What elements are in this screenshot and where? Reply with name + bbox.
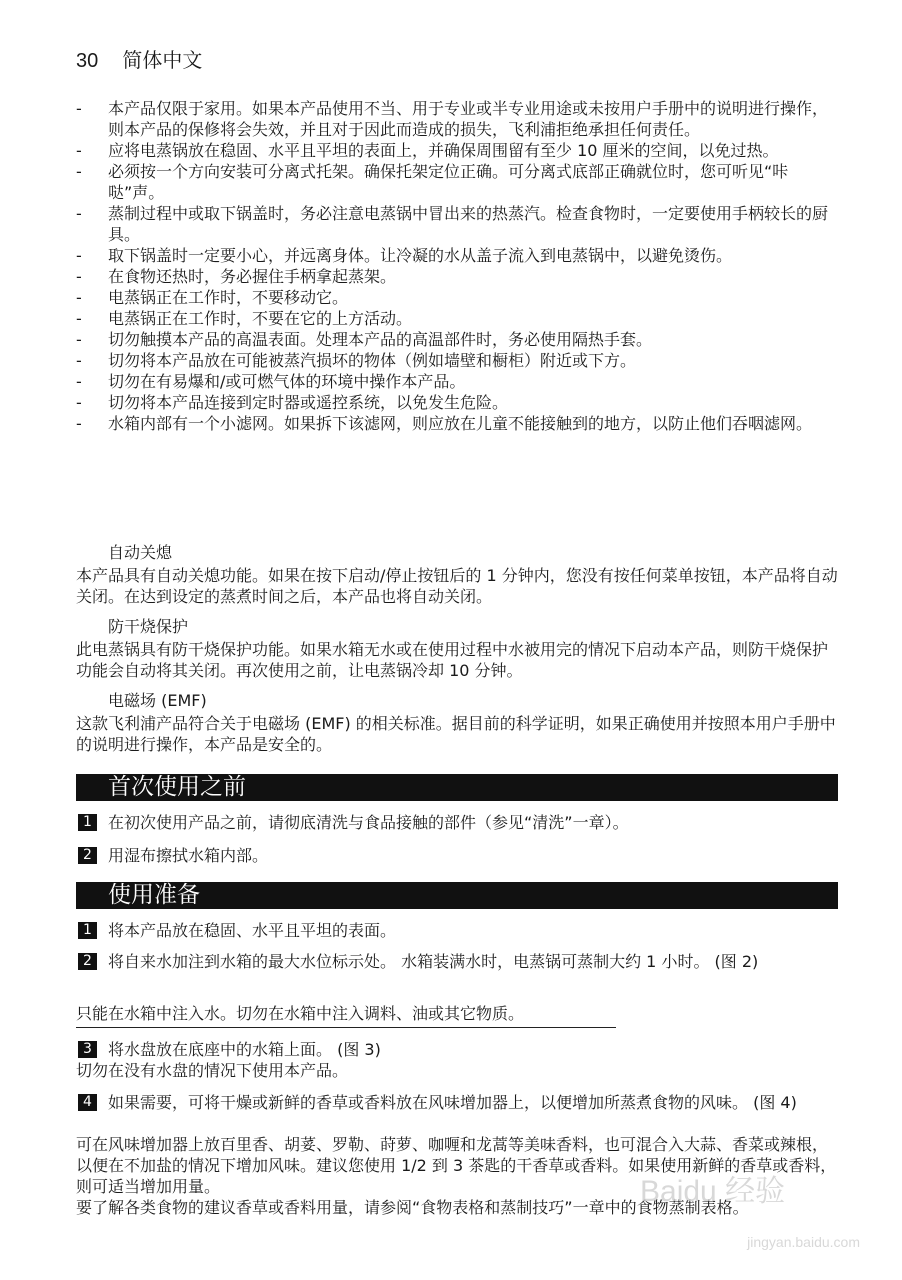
step-number-badge: 1 (78, 814, 97, 831)
list-item: - 应将电蒸锅放在稳固、水平且平坦的表面上，并确保周围留有至少 10 厘米的空间，以免过热。 (76, 141, 779, 160)
list-item: - 切勿将本产品连接到定时器或遥控系统，以免发生危险。 (76, 393, 509, 412)
language-label: 简体中文 (122, 48, 203, 72)
safety-bullet-list (76, 98, 841, 434)
step-item (76, 1039, 826, 1060)
section-title-preparation: 使用准备 (76, 882, 838, 909)
dry-boil-heading: 防干烧保护 (108, 617, 189, 636)
emf-text: 这款飞利浦产品符合关于电磁场 (EMF) 的相关标准。据目前的科学证明，如果正确使用并按照本用户手册中的说明进行操作，本产品是安全的。 (76, 714, 836, 754)
baidu-watermark (640, 1166, 870, 1250)
watermark-brand: Baidu 经验 (640, 1175, 786, 1208)
step-note: 切勿在没有水盘的情况下使用本产品。 (76, 1061, 349, 1080)
list-item: - 电蒸锅正在工作时，不要移动它。 (76, 288, 349, 307)
dry-boil-section (76, 616, 841, 681)
step-item (76, 920, 826, 941)
step-text: 在初次使用产品之前，请彻底清洗与食品接触的部件（参见“清洗”一章）。 (108, 813, 629, 832)
step-item (76, 1092, 826, 1113)
list-item: - 电蒸锅正在工作时，不要在它的上方活动。 (76, 309, 413, 328)
list-item: - 取下锅盖时一定要小心，并远离身体。让冷凝的水从盖子流入到电蒸锅中，以避免烫伤。 (76, 246, 733, 265)
step-number-badge: 2 (78, 847, 97, 864)
step-number-badge: 4 (78, 1094, 97, 1111)
list-item: - 本产品仅限于家用。如果本产品使用不当、用于专业或半专业用途或未按用户手册中的说明进行操作，则本产品的保修将会失效，并且对于因此而造成的损失，飞利浦拒绝承担任何责任。 (76, 99, 829, 139)
step-item (76, 951, 826, 972)
list-item: - 切勿触摸本产品的高温表面。处理本产品的高温部件时，务必使用隔热手套。 (76, 330, 653, 349)
step-detail-paragraph: 要了解各类食物的建议香草或香料用量，请参阅“食物表格和蒸制技巧”一章中的食物蒸制表格。 (76, 1198, 749, 1217)
auto-off-heading: 自动关熄 (108, 543, 173, 562)
step-number-badge: 3 (78, 1041, 97, 1058)
list-item: - 蒸制过程中或取下锅盖时，务必注意电蒸锅中冒出来的热蒸汽。检查食物时，一定要使用手柄较长的厨具。 (76, 204, 829, 244)
section-title-before-first-use: 首次使用之前 (76, 774, 838, 801)
page-number: 30 (76, 50, 99, 72)
list-item: - 水箱内部有一个小滤网。如果拆下该滤网，则应放在儿童不能接触到的地方，以防止他们吞咽滤网。 (76, 414, 813, 433)
step-item (76, 845, 826, 866)
list-item: - 切勿将本产品放在可能被蒸汽损坏的物体（例如墙壁和橱柜）附近或下方。 (76, 351, 637, 370)
list-item: - 必须按一个方向安装可分离式托架。确保托架定位正确。可分离式底部正确就位时，您可听见“咔哒”声。 (76, 162, 789, 202)
auto-off-section (76, 542, 841, 607)
step-number-badge: 2 (78, 953, 97, 970)
emf-heading: 电磁场 (EMF) (108, 691, 207, 710)
auto-off-text: 本产品具有自动关熄功能。如果在按下启动/停止按钮后的 1 分钟内，您没有按任何菜单按钮，本产品将自动关闭。在达到设定的蒸煮时间之后，本产品也将自动关闭。 (76, 566, 838, 606)
list-item: - 在食物还热时，务必握住手柄拿起蒸架。 (76, 267, 397, 286)
step-text: 将本产品放在稳固、水平且平坦的表面。 (108, 921, 397, 940)
emf-section (76, 690, 841, 755)
step-detail-paragraph: 可在风味增加器上放百里香、胡荽、罗勒、莳萝、咖喱和龙蒿等美味香料，也可混合入大蒜、香菜或辣根，以便在不加盐的情况下增加风味。建议您使用 1/2 到 3 茶匙的干香草或香料。如果使用新鲜的香草或香料，则可适当增加用量。 (76, 1135, 837, 1196)
step-text: 将自来水加注到水箱的最大水位标示处。 水箱装满水时，电蒸锅可蒸制大约 1 小时。 (图 2) (108, 952, 759, 971)
step-item (76, 812, 826, 833)
step-text: 用湿布擦拭水箱内部。 (108, 846, 269, 865)
step-number-badge: 1 (78, 922, 97, 939)
page-header (76, 44, 202, 73)
water-only-note: 只能在水箱中注入水。切勿在水箱中注入调料、油或其它物质。 (76, 1003, 616, 1028)
list-item: - 切勿在有易爆和/或可燃气体的环境中操作本产品。 (76, 372, 466, 391)
step-text: 如果需要，可将干燥或新鲜的香草或香料放在风味增加器上，以便增加所蒸煮食物的风味。 (图 4) (108, 1093, 797, 1112)
step-text: 将水盘放在底座中的水箱上面。 (图 3) (108, 1040, 381, 1059)
dry-boil-text: 此电蒸锅具有防干烧保护功能。如果水箱无水或在使用过程中水被用完的情况下启动本产品，则防干烧保护功能会自动将其关闭。再次使用之前，让电蒸锅冷却 10 分钟。 (76, 640, 829, 680)
watermark-url: jingyan.baidu.com (747, 1234, 860, 1250)
